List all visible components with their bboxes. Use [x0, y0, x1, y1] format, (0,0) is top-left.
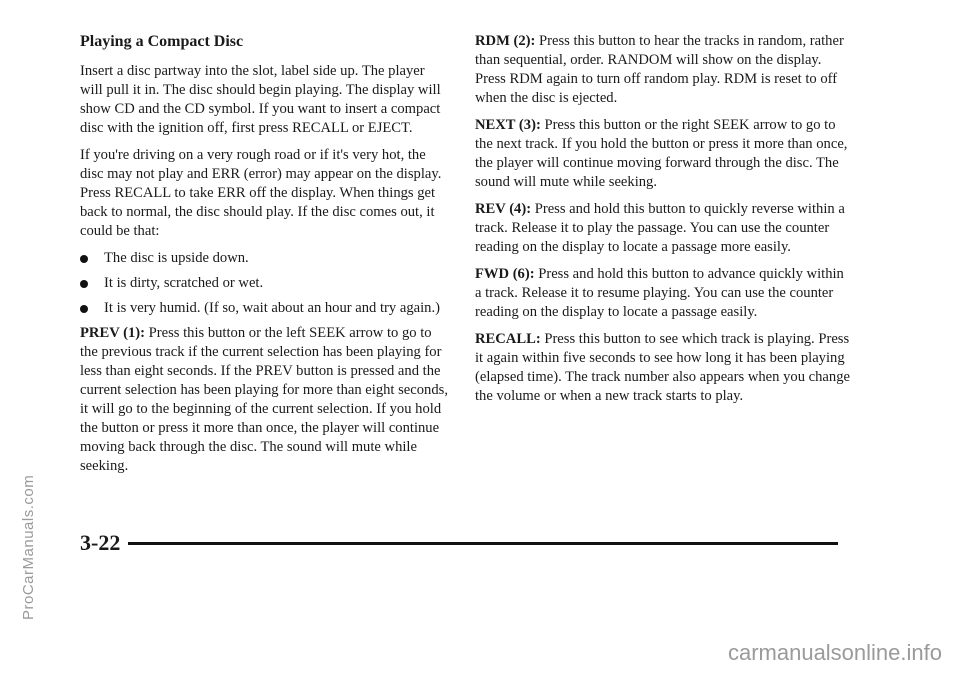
footer-rule [128, 542, 838, 545]
page-footer [80, 528, 840, 558]
bullet-icon [80, 255, 88, 263]
rdm-term: RDM (2): [475, 33, 536, 49]
next-text: Press this button or the right SEEK arrow to go to the next track. If you hold the button or press it more than once, the player will continue moving forward through the disc. The sound will mute while seeking. [475, 117, 848, 190]
bottom-watermark: carmanualsonline.info [727, 640, 942, 665]
next-paragraph [475, 116, 850, 192]
rev-term: REV (4): [475, 201, 532, 217]
list-item [80, 274, 450, 293]
rdm-paragraph [475, 32, 850, 108]
recall-text: Press this button to see which track is playing. Press it again within five seconds to see how long it has been playing (elapsed time). The track number also appears when you change the volume or when a new track starts to play. [475, 331, 850, 404]
list-item-text: It is dirty, scratched or wet. [104, 275, 264, 291]
rev-text: Press and hold this button to quickly reverse within a track. Release it to play the passage. You can use the counter reading on the display to locate a passage more easily. [475, 201, 845, 255]
prev-paragraph [80, 324, 450, 476]
bullet-icon [80, 305, 88, 313]
list-item-text: The disc is upside down. [104, 250, 249, 266]
list-item-text: It is very humid. (If so, wait about an hour and try again.) [104, 300, 440, 316]
right-column [475, 32, 850, 414]
rdm-text: Press this button to hear the tracks in random, rather than sequential, order. RANDOM will show on the display. Press RDM again to turn off random play. RDM is reset to off when the disc is ejected. [475, 33, 844, 106]
section-heading: Playing a Compact Disc [80, 33, 244, 50]
fwd-paragraph [475, 265, 850, 322]
list-item [80, 249, 450, 268]
bullet-icon [80, 280, 88, 288]
fwd-term: FWD (6): [475, 266, 535, 282]
list-item [80, 299, 450, 318]
insert-disc-paragraph: Insert a disc partway into the slot, label side up. The player will pull it in. The disc should begin playing. The display will show CD and the CD symbol. If you want to insert a compact disc with the ignition off, first press RECALL or EJECT. [80, 63, 441, 136]
vertical-watermark-text: ProCarManuals.com [20, 474, 37, 620]
left-column [80, 32, 450, 484]
next-term: NEXT (3): [475, 117, 541, 133]
prev-term: PREV (1): [80, 325, 145, 341]
recall-term: RECALL: [475, 331, 541, 347]
rev-paragraph [475, 200, 850, 257]
recall-paragraph [475, 330, 850, 406]
fwd-text: Press and hold this button to advance quickly within a track. Release it to resume playing. You can use the counter reading on the display to locate a passage easily. [475, 266, 844, 320]
rough-road-paragraph: If you're driving on a very rough road or if it's very hot, the disc may not play and ERR (error) may appear on the display. Press RECALL to take ERR off the display. When things get back to normal, the disc should play. If the disc comes out, it could be that: [80, 147, 442, 239]
page-number: 3-22 [80, 530, 121, 555]
prev-text: Press this button or the left SEEK arrow to go to the previous track if the current selection has been playing for less than eight seconds. If the PREV button is pressed and the current selection has been playing for more than eight seconds, it will go to the beginning of the current selection. If you hold the button or press it more than once, the player will continue moving back through the disc. The sound will mute while seeking. [80, 325, 448, 474]
vertical-watermark [4, 200, 37, 620]
disc-problem-list [80, 249, 450, 318]
